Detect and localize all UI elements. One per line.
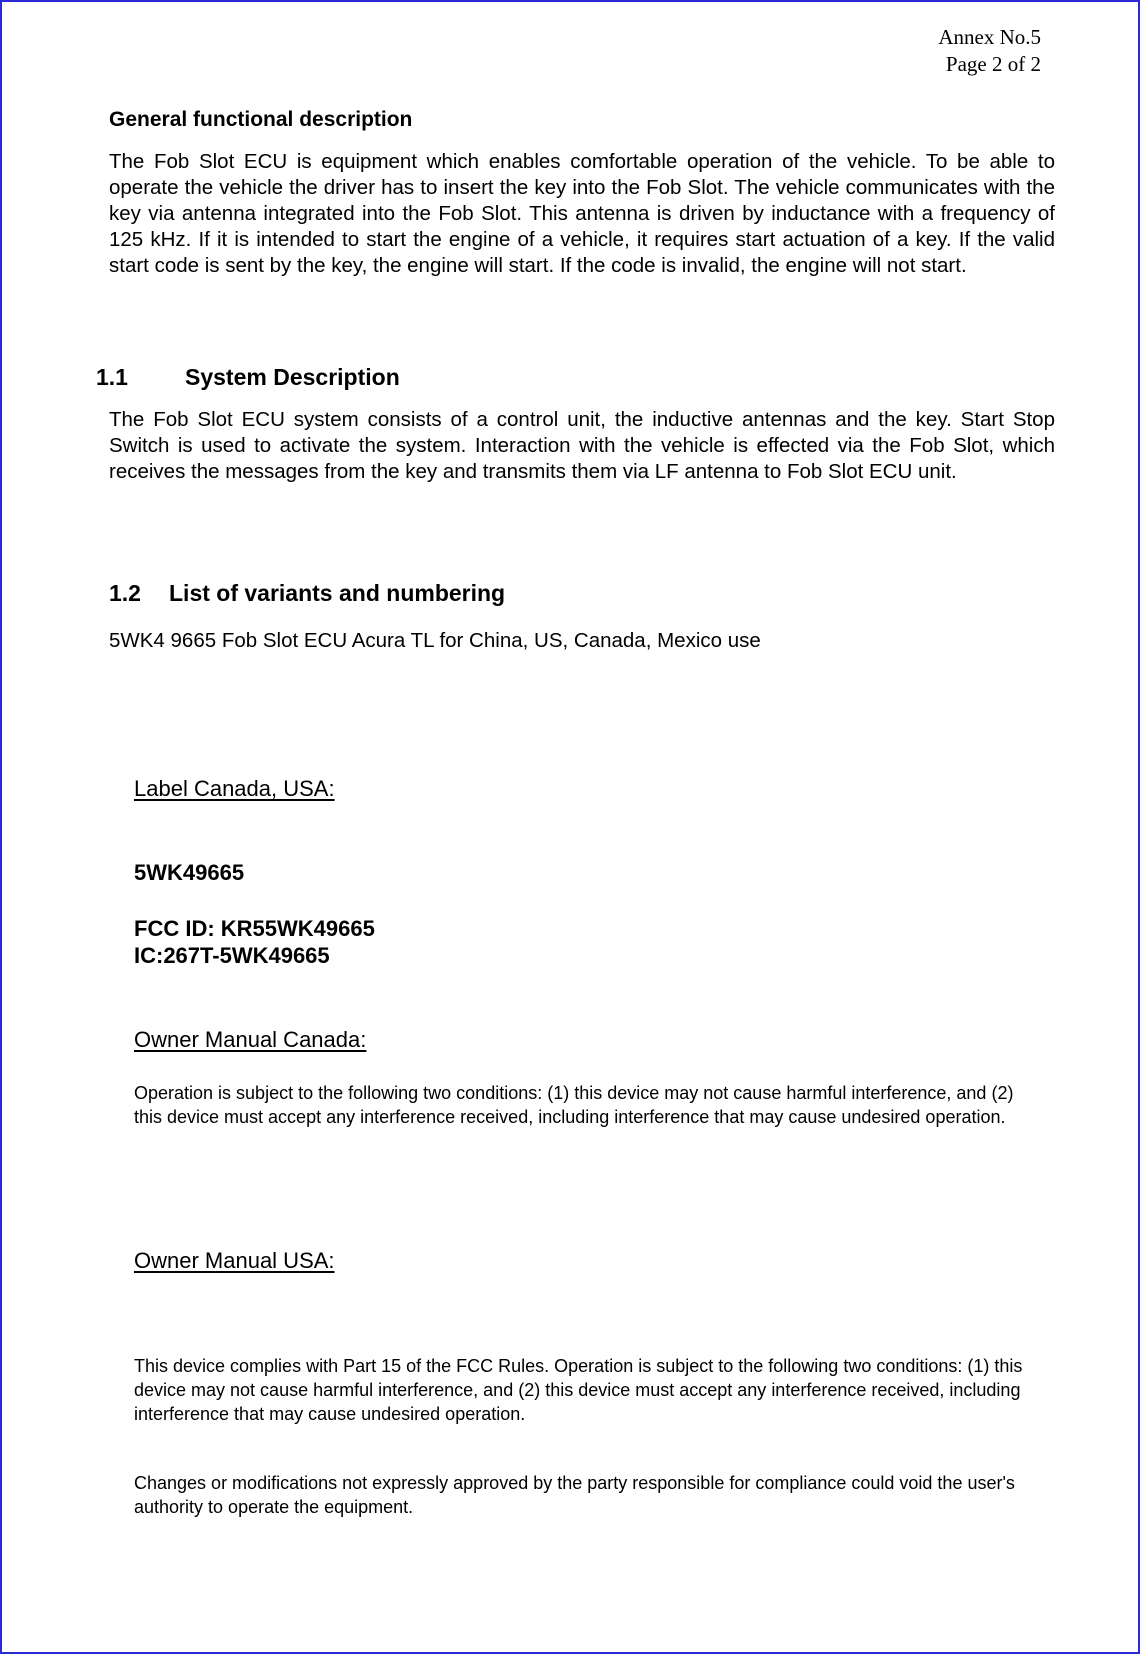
owner-manual-usa-title: Owner Manual USA: xyxy=(134,1248,335,1273)
label-title: Label Canada, USA: xyxy=(134,776,335,801)
heading-title: System Description xyxy=(185,364,400,390)
label-fcc-id: FCC ID: KR55WK49665 xyxy=(134,916,375,941)
owner-manual-canada-title: Owner Manual Canada: xyxy=(134,1027,367,1052)
heading-number: 1.1 xyxy=(96,364,128,390)
heading-title: List of variants and numbering xyxy=(169,580,506,606)
owner-manual-usa-text: This device complies with Part 15 of the FCC Rules. Operation is subject to the following two conditions: (1) this device may not cause harmful interference, and (2) this device must accept any interference received, including interference that may cause undesired operation. xyxy=(134,1356,1023,1424)
annex-number: Annex No.5 xyxy=(938,25,1041,49)
heading-number: 1.2 xyxy=(109,580,141,606)
owner-manual-canada-text: Operation is subject to the following two conditions: (1) this device may not cause harmful interference, and (2) this device must accept any interference received, including interference that may cause undesired operation. xyxy=(134,1083,1014,1127)
general-description-text: The Fob Slot ECU is equipment which enables comfortable operation of the vehicle. To be able to operate the vehicle the driver has to insert the key into the Fob Slot. The vehicle communicates with the key via antenna integrated into the Fob Slot. This antenna is driven by inductance with a frequency of 125 kHz. If it is intended to start the engine of a vehicle, it requires start actuation of a key. If the valid start code is sent by the key, the engine will start. If the code is invalid, the engine will not start. xyxy=(109,150,1055,277)
variants-heading xyxy=(109,580,505,607)
variant-item: 5WK4 9665 Fob Slot ECU Acura TL for China, US, Canada, Mexico use xyxy=(109,629,761,652)
label-part-number: 5WK49665 xyxy=(134,860,245,885)
page-number: Page 2 of 2 xyxy=(945,52,1041,76)
page-header xyxy=(938,24,1041,78)
system-description-text: The Fob Slot ECU system consists of a control unit, the inductive antennas and the key. Start Stop Switch is used to activate the system. Interaction with the vehicle is effected via the Fob Slot, which receives the messages from the key and transmits them via LF antenna to Fob Slot ECU unit. xyxy=(109,408,1055,483)
system-description-heading xyxy=(96,364,400,391)
owner-manual-usa-changes-text: Changes or modifications not expressly approved by the party responsible for compliance could void the user's authority to operate the equipment. xyxy=(134,1473,1015,1517)
general-description-title: General functional description xyxy=(109,108,413,131)
label-ic-number: IC:267T-5WK49665 xyxy=(134,943,330,968)
